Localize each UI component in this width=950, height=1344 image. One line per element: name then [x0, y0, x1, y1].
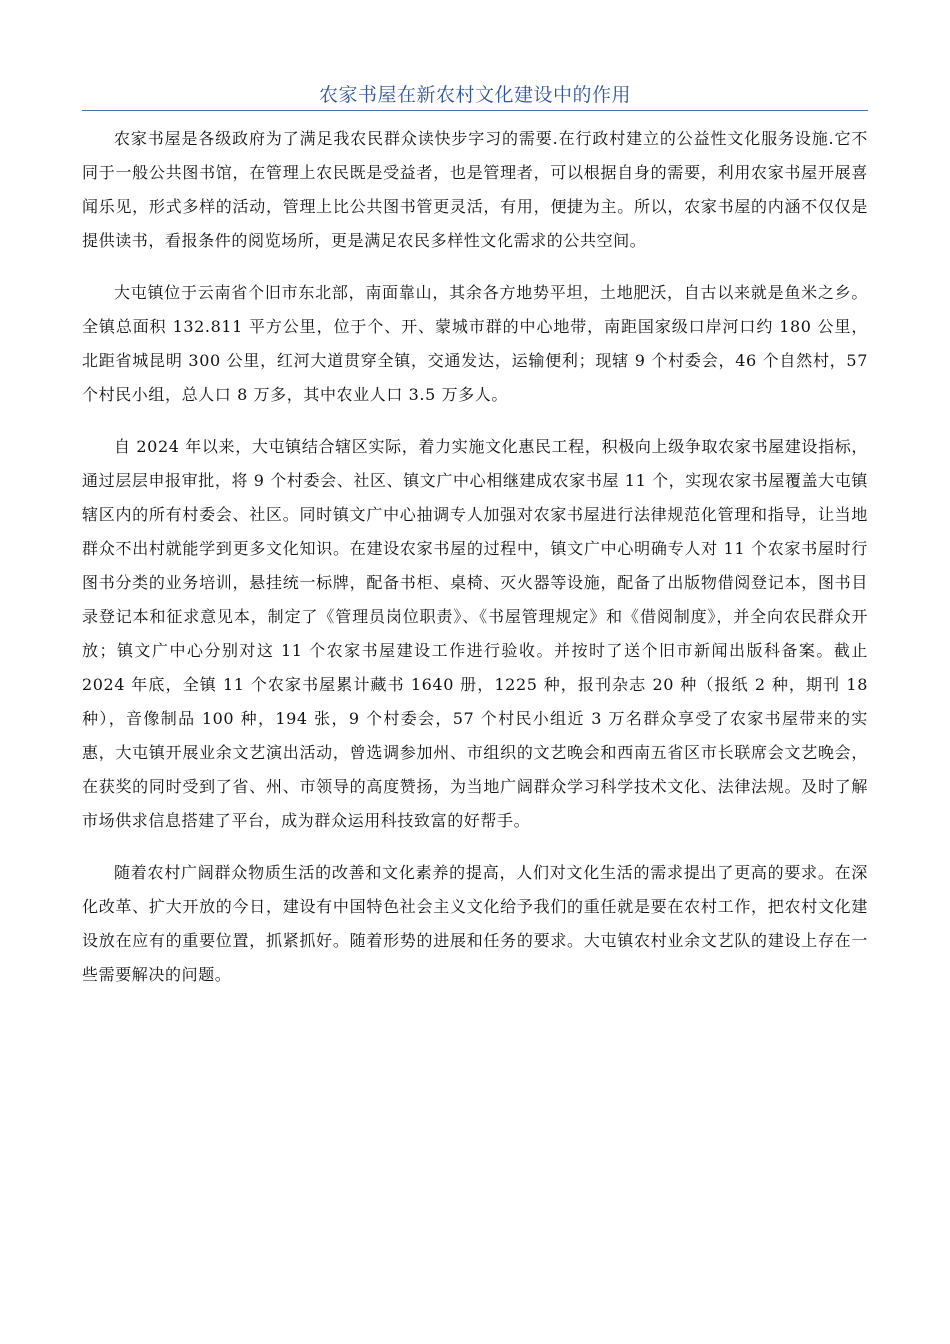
document-header: [82, 78, 868, 111]
document-body: [82, 122, 868, 1010]
paragraph-cultural-needs: 随着农村广阔群众物质生活的改善和文化素养的提高，人们对文化生活的需求提出了更高的要求。在深化改革、扩大开放的今日，建设有中国特色社会主义文化给予我们的重任就是要在农村工作，把农村文化建设放在应有的重要位置，抓紧抓好。随着形势的进展和任务的要求。大屯镇农村业余文艺队的建设上存在一些需要解决的问题。: [82, 863, 868, 984]
document-title: 农家书屋在新农村文化建设中的作用: [318, 84, 631, 106]
paragraph-bookhouse-construction: 自 2024 年以来，大屯镇结合辖区实际，着力实施文化惠民工程，积极向上级争取农家书屋建设指标，通过层层申报审批，将 9 个村委会、社区、镇文广中心相继建成农家书屋 11 个，实现农家书屋覆盖大屯镇辖区内的所有村委会、社区。同时镇文广中心抽调专人加强对农家书屋进行法律规范化管理和指导，让当地群众不出村就能学到更多文化知识。在建设农家书屋的过程中，镇文广中心明确专人对 11 个农家书屋时行图书分类的业务培训，悬挂统一标牌，配备书柜、桌椅、灭火器等设施，配备了出版物借阅登记本，图书目录登记本和征求意见本，制定了《管理员岗位职责》、《书屋管理规定》和《借阅制度》，并全向农民群众开放；镇文广中心分别对这 11 个农家书屋建设工作进行验收。并按时了送个旧市新闻出版科备案。截止 2024 年底，全镇 11 个农家书屋累计藏书 1640 册，1225 种，报刊杂志 20 种（报纸 2 种，期刊 18 种），音像制品 100 种，194 张，9 个村委会，57 个村民小组近 3 万名群众享受了农家书屋带来的实惠，大屯镇开展业余文艺演出活动，曾选调参加州、市组织的文艺晚会和西南五省区市长联席会文艺晚会，在获奖的同时受到了省、州、市领导的高度赞扬，为当地广阔群众学习科学技术文化、法律法规。及时了解市场供求信息搭建了平台，成为群众运用科技致富的好帮手。: [82, 437, 868, 830]
paragraph-intro: 农家书屋是各级政府为了满足我农民群众读快步字习的需要.在行政村建立的公益性文化服务设施.它不同于一般公共图书馆，在管理上农民既是受益者，也是管理者，可以根据自身的需要，利用农家书屋开展喜闻乐见，形式多样的活动，管理上比公共图书管更灵活，有用，便捷为主。所以，农家书屋的内涵不仅仅是提供读书，看报条件的阅览场所，更是满足农民多样性文化需求的公共空间。: [82, 129, 868, 250]
paragraph-town-overview: 大屯镇位于云南省个旧市东北部，南面靠山，其余各方地势平坦，土地肥沃，自古以来就是鱼米之乡。全镇总面积 132.811 平方公里，位于个、开、蒙城市群的中心地带，南距国家级口岸河口约 180 公里，北距省城昆明 300 公里，红河大道贯穿全镇，交通发达，运输便利；现辖 9 个村委会，46 个自然村，57 个村民小组，总人口 8 万多，其中农业人口 3.5 万多人。: [82, 283, 868, 404]
